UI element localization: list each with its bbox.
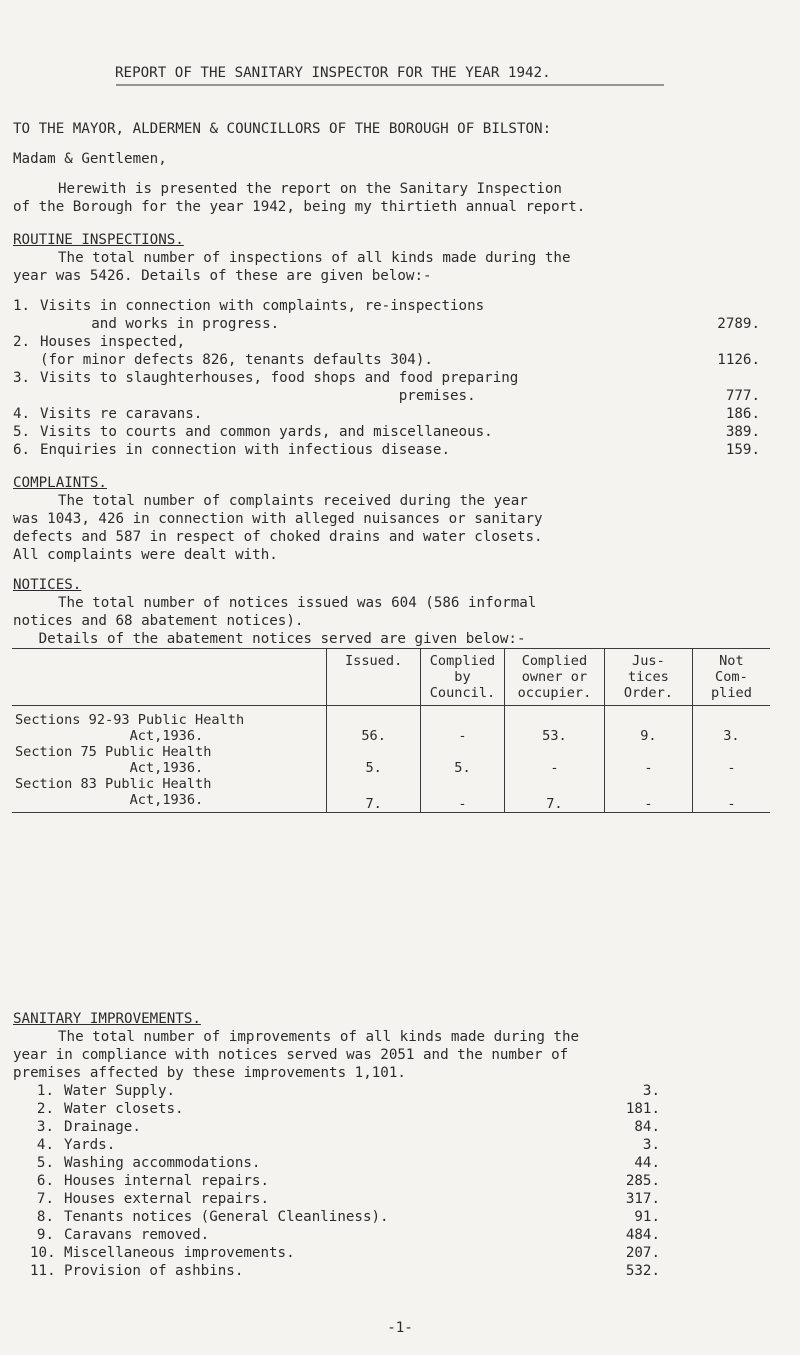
routine-item-no: 4. bbox=[13, 406, 31, 422]
routine-item-label: Houses inspected, bbox=[40, 334, 186, 350]
routine-item-no: 1. bbox=[13, 298, 31, 314]
table-row bbox=[12, 776, 770, 813]
routine-item-label: premises. bbox=[40, 388, 476, 404]
cell-issued: 5. bbox=[327, 744, 421, 776]
complaints-para-3: defects and 587 in respect of choked drains and water closets. bbox=[13, 529, 543, 545]
cell-complied-council: - bbox=[421, 706, 505, 745]
routine-item-label: Visits to courts and common yards, and miscellaneous. bbox=[40, 424, 493, 440]
cell-complied-owner: 53. bbox=[504, 706, 604, 745]
improvement-value: 285. bbox=[625, 1173, 660, 1189]
cell-complied-owner: 7. bbox=[504, 776, 604, 813]
improvement-no: 7. bbox=[36, 1191, 54, 1207]
intro-line-1: Herewith is presented the report on the Sanitary Inspection bbox=[58, 181, 562, 197]
improvement-no: 6. bbox=[36, 1173, 54, 1189]
table-row bbox=[12, 706, 770, 745]
routine-heading: ROUTINE INSPECTIONS. bbox=[13, 232, 184, 248]
improvement-no: 2. bbox=[36, 1101, 54, 1117]
improvement-label: Drainage. bbox=[64, 1119, 141, 1135]
complaints-para-2: was 1043, 426 in connection with alleged nuisances or sanitary bbox=[13, 511, 543, 527]
improvement-label: Miscellaneous improvements. bbox=[64, 1245, 295, 1261]
col-not-complied: Not Com- plied bbox=[710, 653, 752, 701]
routine-item-label: and works in progress. bbox=[40, 316, 280, 332]
improvement-value: 484. bbox=[625, 1227, 660, 1243]
improvements-para-2: year in compliance with notices served was 2051 and the number of bbox=[13, 1047, 569, 1063]
improvement-no: 4. bbox=[36, 1137, 54, 1153]
routine-item-label: (for minor defects 826, tenants defaults 304). bbox=[40, 352, 433, 368]
improvements-para-3: premises affected by these improvements 1,101. bbox=[13, 1065, 406, 1081]
report-title: REPORT OF THE SANITARY INSPECTOR FOR THE YEAR 1942. bbox=[115, 65, 551, 81]
notices-para-3: Details of the abatement notices served are given below:- bbox=[13, 631, 526, 647]
cell-not-complied: - bbox=[727, 760, 736, 776]
notices-para-2: notices and 68 abatement notices). bbox=[13, 613, 304, 629]
routine-item-value: 2789. bbox=[717, 316, 760, 332]
improvement-no: 1. bbox=[36, 1083, 54, 1099]
cell-not-complied: 3. bbox=[723, 728, 740, 744]
cell-not-complied: - bbox=[727, 796, 736, 812]
abatement-notices-table bbox=[12, 648, 770, 813]
routine-item-value: 389. bbox=[725, 424, 760, 440]
routine-item-no: 3. bbox=[13, 370, 31, 386]
routine-item-label: Visits re caravans. bbox=[40, 406, 203, 422]
improvement-no: 9. bbox=[36, 1227, 54, 1243]
col-justices-order: Jus- tices Order. bbox=[604, 649, 692, 706]
row-label: Section 83 Public Health Act,1936. bbox=[12, 776, 327, 813]
col-complied-council: Complied by Council. bbox=[421, 649, 505, 706]
improvements-heading: SANITARY IMPROVEMENTS. bbox=[13, 1011, 201, 1027]
improvement-no: 5. bbox=[36, 1155, 54, 1171]
complaints-para-1: The total number of complaints received during the year bbox=[58, 493, 528, 509]
improvement-value: 532. bbox=[625, 1263, 660, 1279]
routine-item-value: 1126. bbox=[717, 352, 760, 368]
improvement-value: 84. bbox=[634, 1119, 660, 1135]
improvement-no: 11. bbox=[30, 1263, 56, 1279]
cell-justices-order: - bbox=[604, 776, 692, 813]
routine-para-1: The total number of inspections of all kinds made during the bbox=[58, 250, 571, 266]
cell-justices-order: - bbox=[604, 744, 692, 776]
notices-heading: NOTICES. bbox=[13, 577, 82, 593]
improvement-value: 91. bbox=[634, 1209, 660, 1225]
improvement-no: 3. bbox=[36, 1119, 54, 1135]
routine-para-2: year was 5426. Details of these are given below:- bbox=[13, 268, 432, 284]
col-complied-owner: Complied owner or occupier. bbox=[504, 649, 604, 706]
improvement-label: Provision of ashbins. bbox=[64, 1263, 244, 1279]
improvement-label: Washing accommodations. bbox=[64, 1155, 261, 1171]
title-divider bbox=[116, 84, 664, 86]
routine-item-no: 6. bbox=[13, 442, 31, 458]
improvement-label: Houses external repairs. bbox=[64, 1191, 269, 1207]
notices-para-1: The total number of notices issued was 604 (586 informal bbox=[58, 595, 537, 611]
routine-item-no: 2. bbox=[13, 334, 31, 350]
improvements-para-1: The total number of improvements of all kinds made during the bbox=[58, 1029, 580, 1045]
table-header-blank bbox=[12, 649, 327, 706]
improvement-value: 181. bbox=[625, 1101, 660, 1117]
improvement-value: 3. bbox=[642, 1083, 660, 1099]
routine-item-no: 5. bbox=[13, 424, 31, 440]
page-number: -1- bbox=[387, 1320, 413, 1336]
routine-item-value: 159. bbox=[725, 442, 760, 458]
routine-item-label: Visits in connection with complaints, re-inspections bbox=[40, 298, 485, 314]
improvement-value: 44. bbox=[634, 1155, 660, 1171]
improvement-label: Caravans removed. bbox=[64, 1227, 210, 1243]
improvement-value: 207. bbox=[625, 1245, 660, 1261]
table-header-row bbox=[12, 649, 770, 706]
improvement-label: Water closets. bbox=[64, 1101, 184, 1117]
table-row bbox=[12, 744, 770, 776]
complaints-para-4: All complaints were dealt with. bbox=[13, 547, 278, 563]
cell-issued: 7. bbox=[327, 776, 421, 813]
improvement-label: Water Supply. bbox=[64, 1083, 176, 1099]
cell-complied-council: 5. bbox=[421, 744, 505, 776]
improvement-label: Tenants notices (General Cleanliness). bbox=[64, 1209, 389, 1225]
cell-issued: 56. bbox=[327, 706, 421, 745]
routine-item-label: Enquiries in connection with infectious disease. bbox=[40, 442, 450, 458]
improvement-no: 8. bbox=[36, 1209, 54, 1225]
routine-item-value: 186. bbox=[725, 406, 760, 422]
cell-complied-owner: - bbox=[504, 744, 604, 776]
improvement-no: 10. bbox=[30, 1245, 56, 1261]
intro-line-2: of the Borough for the year 1942, being my thirtieth annual report. bbox=[13, 199, 586, 215]
cell-justices-order: 9. bbox=[604, 706, 692, 745]
improvement-value: 317. bbox=[625, 1191, 660, 1207]
routine-item-label: Visits to slaughterhouses, food shops and food preparing bbox=[40, 370, 519, 386]
col-issued: Issued. bbox=[327, 649, 421, 706]
improvement-value: 3. bbox=[642, 1137, 660, 1153]
row-label: Sections 92-93 Public Health Act,1936. bbox=[12, 706, 327, 745]
improvement-label: Yards. bbox=[64, 1137, 116, 1153]
routine-item-value: 777. bbox=[725, 388, 760, 404]
addressee: TO THE MAYOR, ALDERMEN & COUNCILLORS OF THE BOROUGH OF BILSTON: bbox=[13, 121, 552, 137]
complaints-heading: COMPLAINTS. bbox=[13, 475, 107, 491]
improvement-label: Houses internal repairs. bbox=[64, 1173, 269, 1189]
row-label: Section 75 Public Health Act,1936. bbox=[12, 744, 327, 776]
salutation: Madam & Gentlemen, bbox=[13, 151, 167, 167]
cell-complied-council: - bbox=[421, 776, 505, 813]
